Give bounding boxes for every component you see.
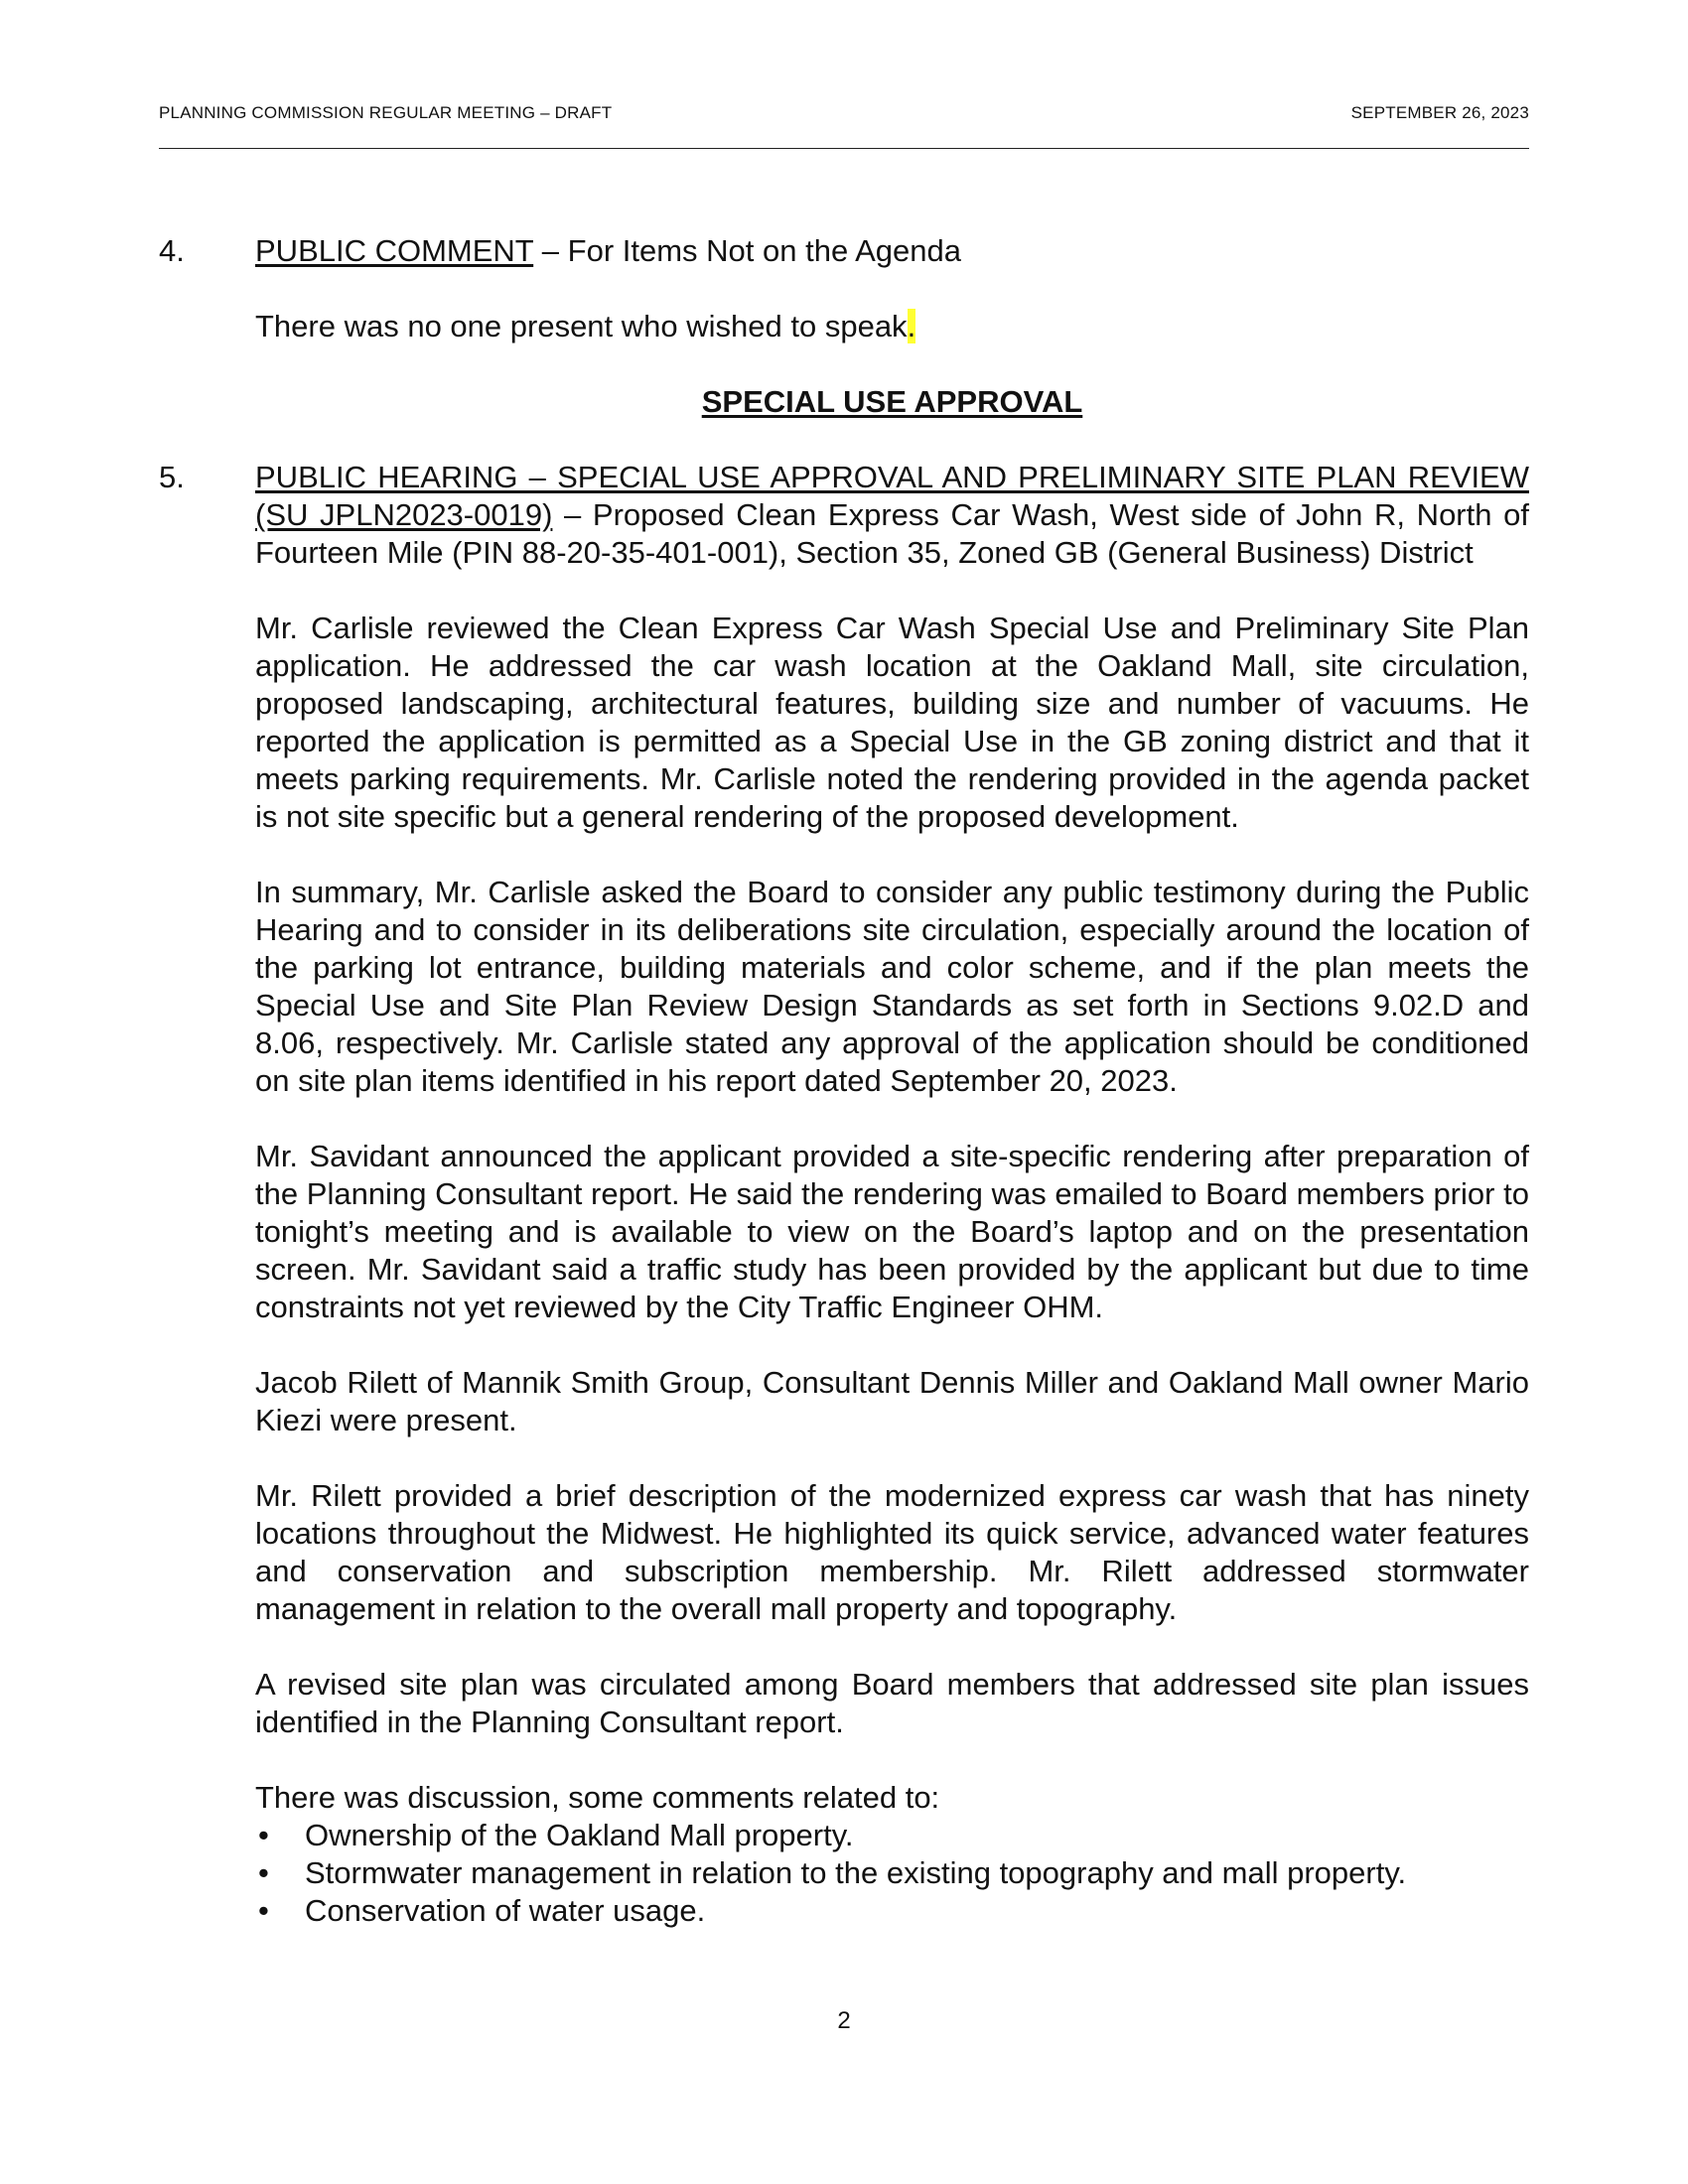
header-date: SEPTEMBER 26, 2023 [1350, 103, 1529, 122]
paragraph: Mr. Rilett provided a brief description of the modernized express car wash that has ninety locations throughout the Midwest. He highlighted its quick service, advanced water features and conservation and subscription membership. Mr. Rilett addressed stormwater management in relation to the overall mall property and topography. [255, 1478, 1529, 1626]
highlighted-period: . [907, 309, 916, 343]
item-title: PUBLIC HEARING – SPECIAL USE APPROVAL AND PRELIMINARY SITE PLAN REVIEW (SU JPLN2023-0019) [255, 460, 1529, 532]
agenda-item-4 [159, 232, 1529, 270]
header-meeting-title: PLANNING COMMISSION REGULAR MEETING – DRAFT [159, 103, 613, 122]
agenda-item-5 [159, 459, 1529, 572]
minutes-body [159, 232, 1529, 1930]
bullet-icon: • [258, 1855, 269, 1890]
list-item-text: Ownership of the Oakland Mall property. [305, 1818, 854, 1852]
item-number: 5. [159, 460, 185, 494]
bullet-icon: • [258, 1893, 269, 1928]
bullet-icon: • [258, 1818, 269, 1852]
paragraph: In summary, Mr. Carlisle asked the Board to consider any public testimony during the Public Hearing and to consider in its deliberations site circulation, especially around the location of the parking lot entrance, building materials and color scheme, and if the plan meets the Special Use and Site Plan Review Design Standards as set forth in Sections 9.02.D and 8.06, respectively. Mr. Carlisle stated any approval of the application should be conditioned on site plan items identified in his report dated September 20, 2023. [255, 875, 1529, 1098]
item-subtitle: – Proposed Clean Express Car Wash, West side of John R, North of Fourteen Mile (PIN 88-20-35-401-001), Section 35, Zoned GB (General Business) District [255, 497, 1529, 570]
item-4-text: There was no one present who wished to speak [255, 309, 908, 343]
list-item-text: Stormwater management in relation to the existing topography and mall property. [305, 1855, 1407, 1890]
list-item-text: Conservation of water usage. [305, 1893, 706, 1928]
paragraph: A revised site plan was circulated among Board members that addressed site plan issues identified in the Planning Consultant report. [255, 1667, 1529, 1739]
discussion-intro: There was discussion, some comments related to: [255, 1780, 940, 1815]
item-number: 4. [159, 233, 185, 268]
item-title: PUBLIC COMMENT [255, 233, 534, 268]
item-4-body [159, 308, 1529, 345]
paragraph: Jacob Rilett of Mannik Smith Group, Consultant Dennis Miller and Oakland Mall owner Mario Kiezi were present. [255, 1365, 1529, 1437]
paragraph: Mr. Carlisle reviewed the Clean Express Car Wash Special Use and Preliminary Site Plan application. He addressed the car wash location at the Oakland Mall, site circulation, proposed landscaping, architectural features, building size and number of vacuums. He reported the application is permitted as a Special Use in the GB zoning district and that it meets parking requirements. Mr. Carlisle noted the rendering provided in the agenda packet is not site specific but a general rendering of the proposed development. [255, 611, 1529, 834]
page-header [159, 103, 1529, 127]
discussion-list [159, 1817, 1529, 1930]
list-item [255, 1817, 1529, 1854]
item-subtitle: – For Items Not on the Agenda [533, 233, 961, 268]
paragraph: Mr. Savidant announced the applicant provided a site-specific rendering after preparation of the Planning Consultant report. He said the rendering was emailed to Board members prior to tonight’s meeting and is available to view on the Board’s laptop and on the presentation screen. Mr. Savidant said a traffic study has been provided by the applicant but due to time constraints not yet reviewed by the City Traffic Engineer OHM. [255, 1139, 1529, 1324]
list-item [255, 1892, 1529, 1930]
page-number: 2 [837, 2007, 851, 2034]
header-divider [159, 148, 1529, 149]
list-item [255, 1854, 1529, 1892]
section-heading: SPECIAL USE APPROVAL [701, 384, 1083, 419]
